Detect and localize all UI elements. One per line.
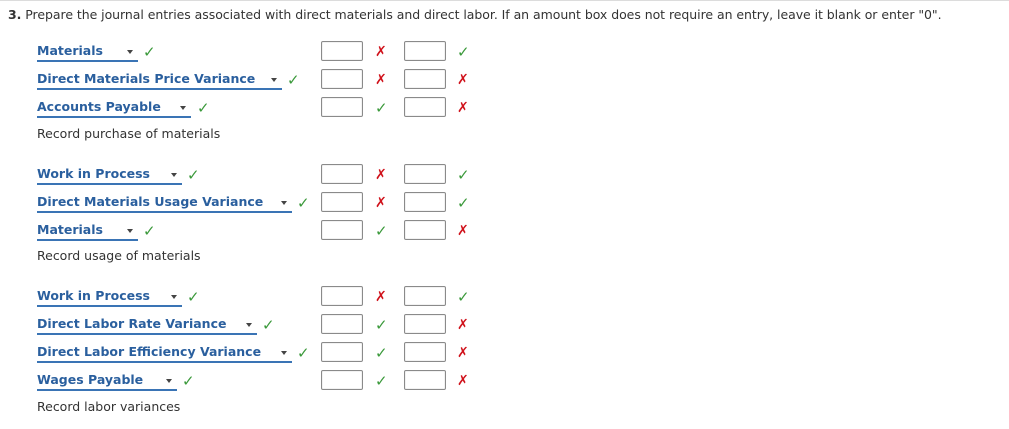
- credit-amount-input[interactable]: [404, 220, 446, 240]
- x-icon: ✗: [375, 44, 387, 60]
- top-divider: [0, 0, 1009, 1]
- credit-amount-input[interactable]: [404, 314, 446, 334]
- credit-amount-input[interactable]: [404, 370, 446, 390]
- debit-amount-input[interactable]: [321, 220, 363, 240]
- check-icon: ✓: [457, 166, 470, 184]
- check-icon: ✓: [297, 344, 310, 362]
- account-select[interactable]: [37, 315, 257, 335]
- account-select-label: Wages Payable: [37, 372, 144, 387]
- account-select-label: Materials: [37, 43, 103, 58]
- journal-line: [0, 371, 1009, 393]
- credit-amount-input[interactable]: [404, 342, 446, 362]
- check-icon: ✓: [375, 222, 388, 240]
- check-icon: ✓: [197, 99, 210, 117]
- check-icon: ✓: [143, 43, 156, 61]
- chevron-down-icon: [281, 351, 287, 355]
- journal-line: [0, 42, 1009, 64]
- chevron-down-icon: [180, 106, 186, 110]
- credit-amount-input[interactable]: [404, 286, 446, 306]
- entry-memo: Record purchase of materials: [37, 126, 221, 141]
- journal-line: [0, 193, 1009, 215]
- account-select-label: Work in Process: [37, 288, 150, 303]
- check-icon: ✓: [297, 194, 310, 212]
- account-select[interactable]: [37, 193, 292, 213]
- account-select[interactable]: [37, 98, 191, 118]
- x-icon: ✗: [375, 72, 387, 88]
- credit-amount-input[interactable]: [404, 192, 446, 212]
- debit-amount-input[interactable]: [321, 192, 363, 212]
- chevron-down-icon: [281, 201, 287, 205]
- x-icon: ✗: [375, 195, 387, 211]
- check-icon: ✓: [457, 194, 470, 212]
- chevron-down-icon: [127, 229, 133, 233]
- account-select-label: Direct Materials Usage Variance: [37, 194, 264, 209]
- x-icon: ✗: [457, 373, 469, 389]
- chevron-down-icon: [171, 173, 177, 177]
- check-icon: ✓: [457, 288, 470, 306]
- x-icon: ✗: [457, 72, 469, 88]
- x-icon: ✗: [375, 289, 387, 305]
- check-icon: ✓: [375, 372, 388, 390]
- check-icon: ✓: [457, 43, 470, 61]
- account-select-label: Direct Labor Efficiency Variance: [37, 344, 262, 359]
- credit-amount-input[interactable]: [404, 164, 446, 184]
- check-icon: ✓: [287, 71, 300, 89]
- chevron-down-icon: [246, 323, 252, 327]
- account-select[interactable]: [37, 287, 182, 307]
- account-select[interactable]: [37, 70, 282, 90]
- debit-amount-input[interactable]: [321, 314, 363, 334]
- journal-line: [0, 98, 1009, 120]
- debit-amount-input[interactable]: [321, 97, 363, 117]
- entry-memo: Record labor variances: [37, 399, 181, 414]
- journal-line: [0, 315, 1009, 337]
- debit-amount-input[interactable]: [321, 164, 363, 184]
- account-select[interactable]: [37, 42, 138, 62]
- credit-amount-input[interactable]: [404, 69, 446, 89]
- check-icon: ✓: [262, 316, 275, 334]
- check-icon: ✓: [187, 166, 200, 184]
- chevron-down-icon: [271, 78, 277, 82]
- question-prompt: [8, 4, 942, 26]
- check-icon: ✓: [187, 288, 200, 306]
- account-select-label: Work in Process: [37, 166, 150, 181]
- account-select-label: Materials: [37, 222, 103, 237]
- check-icon: ✓: [375, 99, 388, 117]
- journal-line: [0, 287, 1009, 309]
- chevron-down-icon: [166, 379, 172, 383]
- x-icon: ✗: [457, 345, 469, 361]
- entry-memo: Record usage of materials: [37, 248, 201, 263]
- check-icon: ✓: [375, 344, 388, 362]
- account-select[interactable]: [37, 371, 177, 391]
- account-select[interactable]: [37, 343, 292, 363]
- journal-line: [0, 70, 1009, 92]
- x-icon: ✗: [457, 317, 469, 333]
- x-icon: ✗: [457, 100, 469, 116]
- credit-amount-input[interactable]: [404, 41, 446, 61]
- account-select-label: Direct Labor Rate Variance: [37, 316, 227, 331]
- account-select-label: Accounts Payable: [37, 99, 161, 114]
- debit-amount-input[interactable]: [321, 41, 363, 61]
- debit-amount-input[interactable]: [321, 286, 363, 306]
- journal-line: [0, 221, 1009, 243]
- x-icon: ✗: [457, 223, 469, 239]
- debit-amount-input[interactable]: [321, 342, 363, 362]
- x-icon: ✗: [375, 167, 387, 183]
- check-icon: ✓: [182, 372, 195, 390]
- question-text: Prepare the journal entries associated with direct materials and direct labor. If an amount box does not require an entry, leave it blank or enter "0".: [21, 7, 942, 22]
- account-select[interactable]: [37, 221, 138, 241]
- chevron-down-icon: [171, 295, 177, 299]
- account-select[interactable]: [37, 165, 182, 185]
- question-number: 3.: [8, 7, 22, 22]
- debit-amount-input[interactable]: [321, 370, 363, 390]
- journal-line: [0, 165, 1009, 187]
- check-icon: ✓: [375, 316, 388, 334]
- credit-amount-input[interactable]: [404, 97, 446, 117]
- debit-amount-input[interactable]: [321, 69, 363, 89]
- check-icon: ✓: [143, 222, 156, 240]
- chevron-down-icon: [127, 50, 133, 54]
- account-select-label: Direct Materials Price Variance: [37, 71, 256, 86]
- journal-line: [0, 343, 1009, 365]
